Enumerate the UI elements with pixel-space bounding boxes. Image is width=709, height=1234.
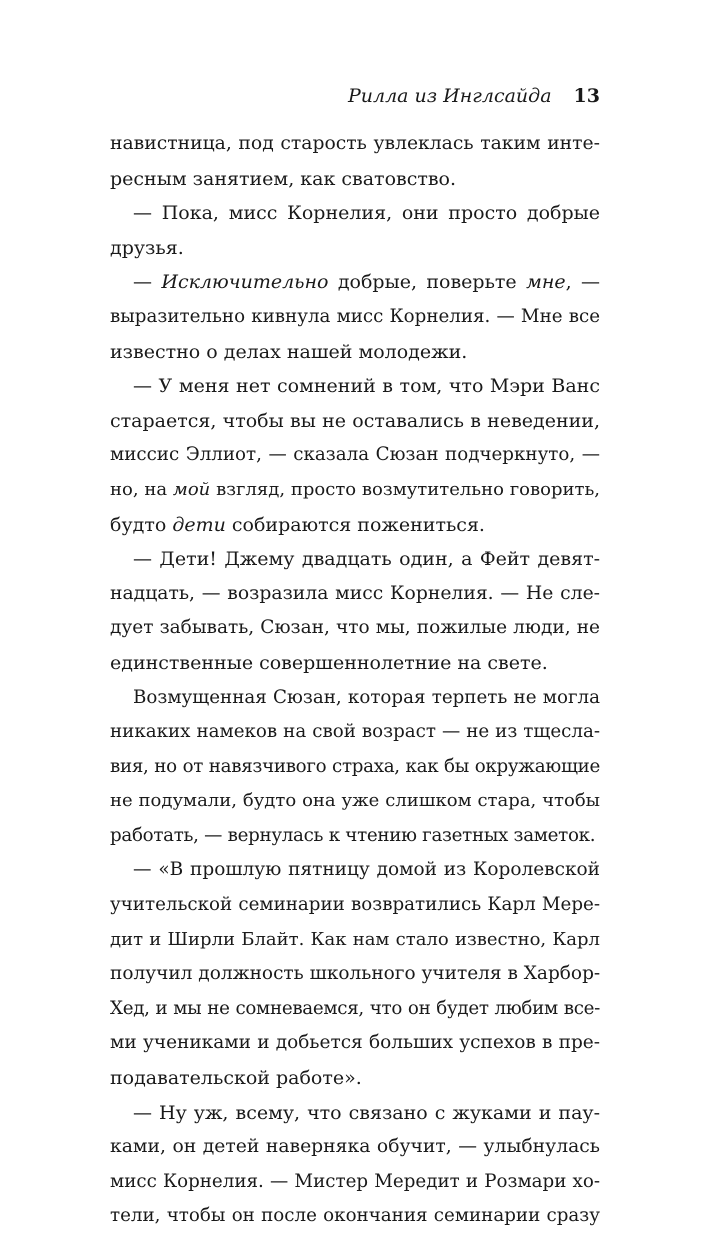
text-line: друзья. [110, 236, 184, 259]
emphasis: дети [172, 513, 226, 536]
text-line: единственные совершеннолетние на свете. [110, 651, 548, 674]
running-title: Рилла из Инглсайда [347, 85, 552, 107]
text-line: мисс Корнелия. — Мистер Мередит и Розмари хо- [110, 1170, 600, 1192]
text-line: — Ну уж, всему, что связано с жуками и пау- [133, 1101, 600, 1124]
text-line: выразительно кивнула мисс Корнелия. — Мне все [110, 305, 600, 327]
text-line: дует забывать, Сюзан, что мы, пожилые люди, не [110, 617, 600, 639]
text-line: — У меня нет сомнений в том, что Мэри Ванс [133, 375, 600, 398]
page-number: 13 [573, 85, 600, 107]
text-line: Возмущенная Сюзан, которая терпеть не могла [133, 686, 600, 708]
text-line: Хед, и мы не сомневаемся, что он будет любим все- [110, 997, 600, 1019]
emphasis: Исключительно [161, 271, 329, 294]
text-line: — Пока, мисс Корнелия, они просто добрые [133, 202, 600, 225]
text-line: — Дети! Джему двадцать один, а Фейт девят- [133, 548, 600, 571]
text-line: никаких намеков на свой возраст — не из тщесла- [110, 721, 600, 743]
text-line: ресным занятием, как сватовство. [110, 167, 457, 190]
text-line: вия, но от навязчивого страха, как бы окружающие [110, 755, 600, 777]
text-line: известно о делах нашей молодежи. [110, 340, 468, 363]
text-line: ками, он детей наверняка обучит, — улыбнулась [110, 1136, 600, 1158]
emphasis: мой [172, 478, 211, 500]
text-line: работать, — вернулась к чтению газетных заметок. [110, 824, 596, 846]
text-line: миссис Эллиот, — сказала Сюзан подчеркнуто, — [110, 444, 600, 466]
body-text [110, 127, 600, 1234]
text-line: подавательской работе». [110, 1067, 362, 1090]
text-line: старается, чтобы вы не оставались в неведении, [110, 409, 600, 432]
text-line: ми учениками и добьется больших успехов в пре- [110, 1032, 600, 1054]
text-line: не подумали, будто она уже слишком стара, чтобы [110, 790, 600, 812]
text-line: дит и Ширли Блайт. Как нам стало известно, Карл [110, 928, 600, 950]
text-line: но, на мой взгляд, просто возмутительно говорить, [110, 478, 600, 500]
text-line: — «В прошлую пятницу домой из Королевской [133, 859, 600, 881]
text-line: получил должность школьного учителя в Харбор- [110, 963, 601, 985]
emphasis: мне [526, 271, 566, 294]
text-line: — Исключительно добрые, поверьте мне, — [133, 271, 600, 294]
text-line: тели, чтобы он после окончания семинарии сразу [110, 1205, 600, 1227]
text-line: учительской семинарии возвратились Карл Мере- [110, 894, 600, 916]
running-header [348, 84, 600, 108]
text-line: надцать, — возразила мисс Корнелия. — Не сле- [110, 582, 600, 604]
text-line: навистница, под старость увлеклась таким инте- [110, 133, 600, 154]
text-line: будто дети собираются пожениться. [110, 513, 485, 536]
